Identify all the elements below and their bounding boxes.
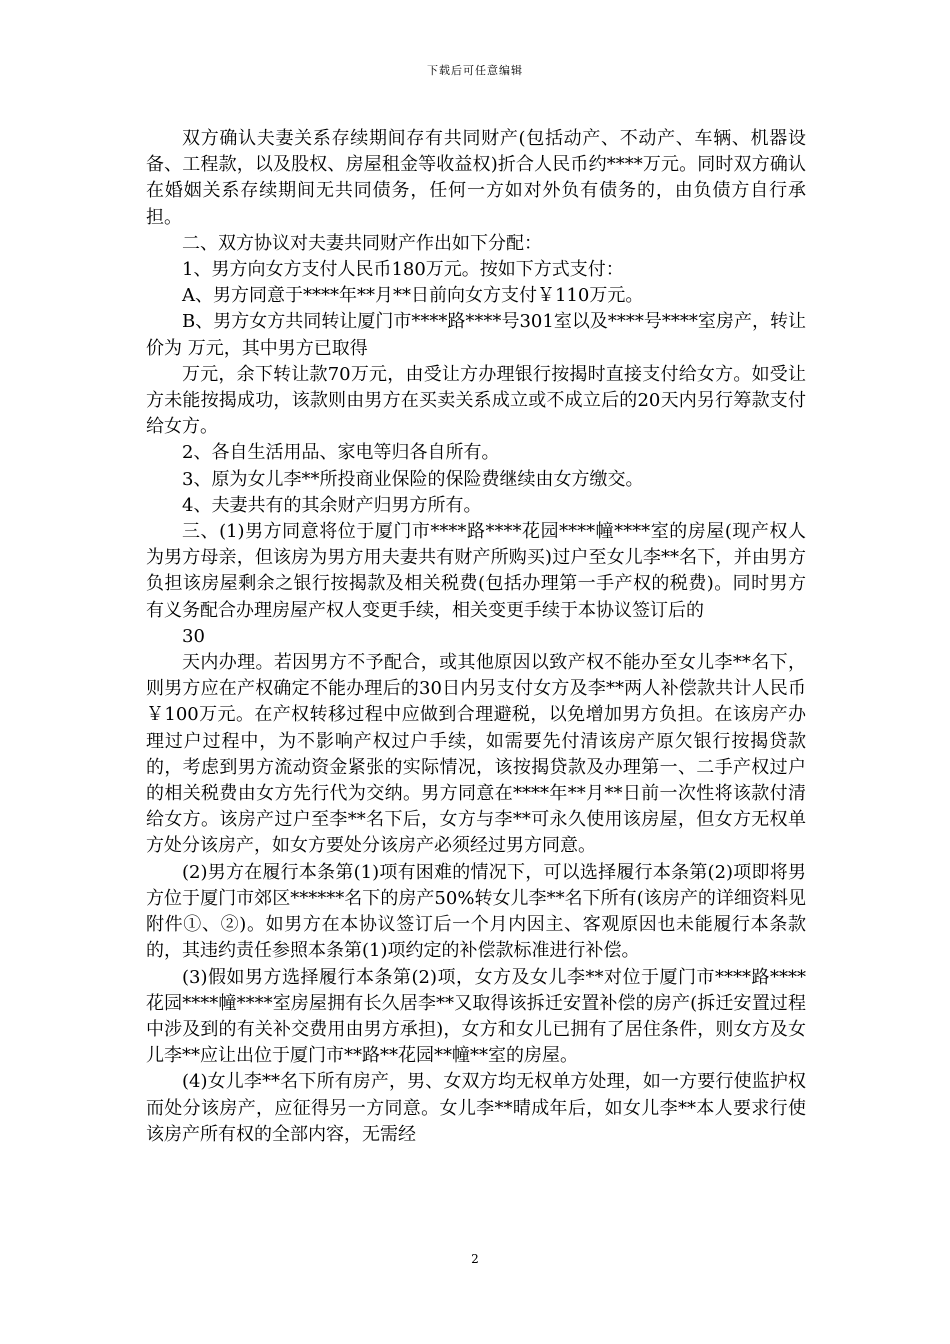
- paragraph-item-4: 4、夫妻共有的其余财产归男方所有。: [182, 494, 482, 516]
- paragraph-section-three-1: 三、(1)男方同意将位于厦门市****路****花园****幢****室的房屋(现产权人为男方母亲，但该房为男方用夫妻共有财产所购买)过户至女儿李**名下，并由男方负担该房屋剩余之银行按揭款及相关税费(包括办理第一手产权的税费)。同时男方有义务配合办理房屋产权人变更手续，相关变更手续于本协议签订后的: [146, 521, 806, 621]
- paragraph-section-three-1-days: 30: [182, 625, 205, 647]
- paragraph-property-confirmation: 双方确认夫妻关系存续期间存有共同财产(包括动产、不动产、车辆、机器设备、工程款，以及股权、房屋租金等收益权)折合人民币约****万元。同时双方确认在婚姻关系存续期间无共同债务，任何一方如对外负有债务的，由负债方自行承担。: [146, 128, 806, 228]
- paragraph-item-1: 1、男方向女方支付人民币180万元。按如下方式支付：: [182, 259, 624, 281]
- paragraph-item-1a: A、男方同意于****年**月**日前向女方支付￥110万元。: [182, 285, 644, 307]
- paragraph-section-three-2: (2)男方在履行本条第(1)项有困难的情况下，可以选择履行本条第(2)项即将男方位于厦门市郊区******名下的房产50%转女儿李**名下所有(该房产的详细资料见附件①、②)。如男方在本协议签订后一个月内因主、客观原因也未能履行本条款的，其违约责任参照本条第(1)项约定的补偿款标准进行补偿。: [146, 861, 806, 962]
- paragraph-section-two-heading: 二、双方协议对夫妻共同财产作出如下分配：: [182, 232, 542, 254]
- paragraph-section-three-1-continued: 天内办理。若因男方不予配合，或其他原因以致产权不能办至女儿李**名下，则男方应在产权确定不能办理后的30日内另支付女方及李**两人补偿款共计人民币￥100万元。在产权转移过程中应做到合理避税，以免增加男方负担。在该房产办理过户过程中，为不影响产权过户手续，如需要先付清该房产原欠银行按揭贷款的，考虑到男方流动资金紧张的实际情况，该按揭贷款及办理第一、二手产权过户的相关税费由女方先行代为交纳。男方同意在****年**月**日前一次性将该款付清给女方。该房产过户至李**名下后，女方与李**可永久使用该房屋，但女方无权单方处分该房产，如女方要处分该房产必须经过男方同意。: [146, 652, 806, 857]
- page-number: 2: [471, 1252, 479, 1266]
- paragraph-item-2: 2、各自生活用品、家电等归各自所有。: [182, 442, 500, 464]
- paragraph-section-three-4: (4)女儿李**名下所有房产，男、女双方均无权单方处理，如一方要行使监护权而处分该房产，应征得另一方同意。女儿李**晴成年后，如女儿李**本人要求行使该房产所有权的全部内容，无需经: [146, 1071, 806, 1145]
- document-body: [146, 126, 806, 1148]
- paragraph-section-three-3: (3)假如男方选择履行本条第(2)项，女方及女儿李**对位于厦门市****路****花园****幢****室房屋拥有长久居李**又取得该拆迁安置补偿的房产(拆迁安置过程中涉及到的有关补交费用由男方承担)，女方和女儿已拥有了居住条件，则女方及女儿李**应让出位于厦门市**路**花园**幢**室的房屋。: [146, 966, 806, 1067]
- page-header: 下载后可任意编辑: [427, 64, 523, 77]
- paragraph-item-3: 3、原为女儿李**所投商业保险的保险费继续由女方缴交。: [182, 468, 644, 490]
- paragraph-item-1b-continued: 万元，余下转让款70万元，由受让方办理银行按揭时直接支付给女方。如受让方未能按揭成功，该款则由男方在买卖关系成立或不成立后的20天内另行筹款支付给女方。: [146, 363, 806, 438]
- paragraph-item-1b: B、男方女方共同转让厦门市****路****号301室以及****号****室房产，转让价为 万元，其中男方已取得: [146, 311, 806, 359]
